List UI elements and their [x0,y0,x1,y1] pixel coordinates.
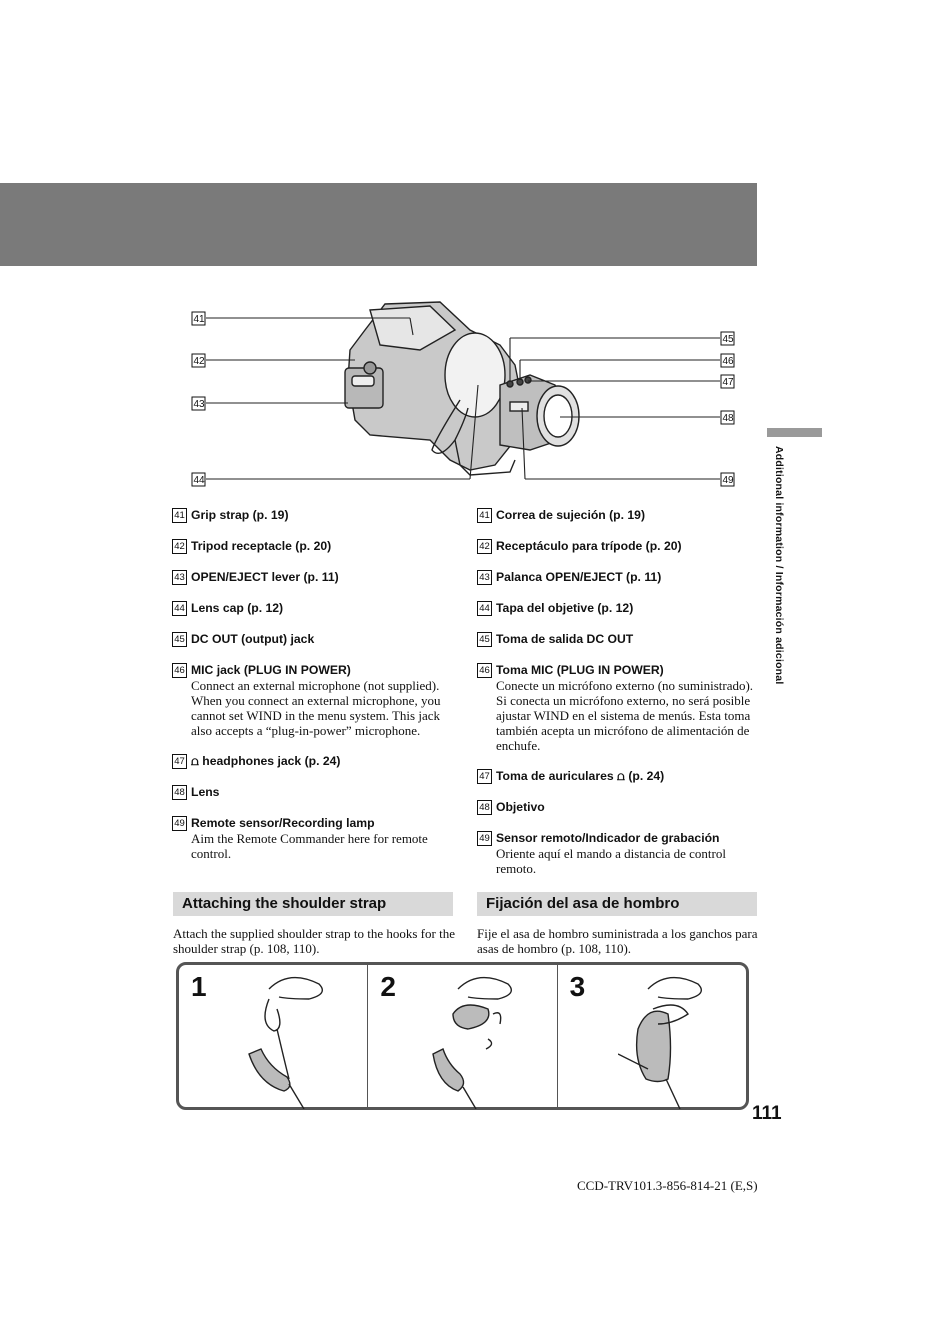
svg-text:49: 49 [722,475,734,486]
callout-49 [721,473,734,486]
strap-steps-illustration [176,962,749,1110]
step-panel [558,965,746,1107]
item-title: Correa de sujeción (p. 19) [496,508,645,522]
svg-text:47: 47 [722,377,734,388]
camcorder-diagram [170,290,760,495]
callout-47 [721,375,734,388]
item-title: Tripod receptacle (p. 20) [191,539,332,553]
callout-42 [192,354,205,367]
callout-46 [721,354,734,367]
item-title: Sensor remoto/Indicador de grabación [496,831,720,845]
section-text-spanish: Fije el asa de hombro suministrada a los ganchos para asas de hombro (p. 108, 110). [477,926,758,956]
item-number-box: 44 [477,601,492,616]
item-number-box: 49 [477,831,492,846]
section-side-label: Additional information / Información adicional [773,446,785,685]
item-number-box: 47 [172,754,187,769]
strap-step-1-icon [239,969,359,1109]
item-title: ⩍ headphones jack (p. 24) [191,754,341,768]
strap-step-2-icon [428,969,548,1109]
list-item [477,508,757,523]
item-title: OPEN/EJECT lever (p. 11) [191,570,339,584]
item-number-box: 49 [172,816,187,831]
item-description: Conecte un micrófono externo (no suministrado). Si conecta un micrófono externo, no será posible ajustar WIND en el sistema de menús. Esta toma también acepta un micrófono de alimentación de enchufe. [496,678,754,753]
footer-model-code: CCD-TRV101.3-856-814-21 (E,S) [577,1178,758,1193]
item-number-box: 46 [477,663,492,678]
svg-text:44: 44 [193,475,205,486]
step-panel [179,965,368,1107]
item-title: Palanca OPEN/EJECT (p. 11) [496,570,662,584]
item-number-box: 48 [172,785,187,800]
list-item [172,632,452,647]
callout-44 [192,473,205,486]
list-item [172,754,452,769]
strap-step-3-icon [618,969,738,1109]
item-description: Connect an external microphone (not supplied). When you connect an external microphone, you cannot set WIND in the menu system. This jack also accepts a “plug-in-power” microphone. [191,678,441,738]
svg-text:48: 48 [722,413,734,424]
item-number-box: 44 [172,601,187,616]
item-number-box: 42 [172,539,187,554]
list-item [477,663,757,753]
item-title: Toma MIC (PLUG IN POWER) [496,663,664,677]
item-description: Aim the Remote Commander here for remote control. [191,831,428,861]
list-item [172,539,452,554]
callout-43 [192,397,205,410]
english-parts-list [172,508,452,877]
item-title: Toma de salida DC OUT [496,632,634,646]
item-title: Lens [191,785,220,799]
svg-text:42: 42 [193,356,205,367]
step-number: 1 [191,971,207,1002]
svg-text:43: 43 [193,399,205,410]
list-item [477,800,757,815]
list-item [172,785,452,800]
item-description: Oriente aquí el mando a distancia de control remoto. [496,846,726,876]
item-title: Tapa del objetive (p. 12) [496,601,634,615]
svg-text:41: 41 [193,314,205,325]
item-number-box: 43 [172,570,187,585]
section-tab-marker [767,428,822,437]
step-number: 2 [380,971,396,1002]
list-item [172,663,452,738]
page-number: 111 [752,1103,782,1124]
list-item [477,601,757,616]
item-title: MIC jack (PLUG IN POWER) [191,663,351,677]
item-number-box: 47 [477,769,492,784]
item-title: Receptáculo para trípode (p. 20) [496,539,682,553]
list-item [172,601,452,616]
list-item [477,632,757,647]
item-number-box: 45 [172,632,187,647]
item-title: Grip strap (p. 19) [191,508,289,522]
callout-41 [192,312,205,325]
item-number-box: 48 [477,800,492,815]
list-item [477,831,757,876]
svg-text:46: 46 [722,356,734,367]
list-item [477,769,757,784]
list-item [172,508,452,523]
item-title: DC OUT (output) jack [191,632,315,646]
header-band [0,183,757,266]
step-number: 3 [569,971,586,1002]
spanish-parts-list [477,508,757,892]
item-number-box: 46 [172,663,187,678]
section-text-english: Attach the supplied shoulder strap to the hooks for the shoulder strap (p. 108, 110). [173,926,455,956]
item-title: Lens cap (p. 12) [191,601,284,615]
item-title: Objetivo [496,800,545,814]
svg-text:45: 45 [722,334,734,345]
item-number-box: 43 [477,570,492,585]
item-number-box: 45 [477,632,492,647]
item-number-box: 41 [172,508,187,523]
item-number-box: 42 [477,539,492,554]
list-item [172,816,452,861]
callout-45 [721,332,734,345]
item-title: Toma de auriculares ⩍ (p. 24) [496,769,665,783]
section-heading-spanish: Fijación del asa de hombro [477,892,757,916]
list-item [477,539,757,554]
callout-48 [721,411,734,424]
step-panel [368,965,557,1107]
section-heading-english: Attaching the shoulder strap [173,892,453,916]
item-number-box: 41 [477,508,492,523]
list-item [477,570,757,585]
list-item [172,570,452,585]
item-title: Remote sensor/Recording lamp [191,816,375,830]
